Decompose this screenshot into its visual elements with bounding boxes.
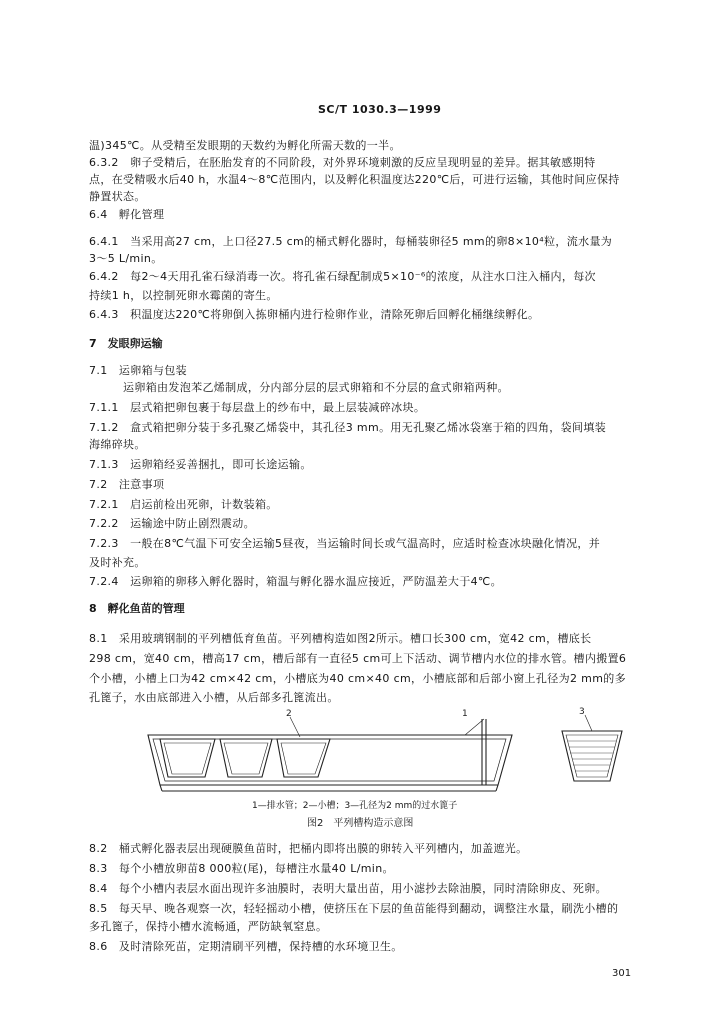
text-line: 6.4.2 每2～4天用孔雀石绿消毒一次。将孔雀石绿配制成5×10⁻⁶的浓度，从注水口注入桶内，每次 <box>89 270 596 283</box>
small-tank <box>220 739 272 777</box>
text-line: 点，在受精吸水后40 h，水温4～8℃范围内，以及孵化积温度达220℃后，可进行运输，其他时间应保持 <box>89 173 620 186</box>
text-line: 7.1.3 运卵箱经妥善捆扎，即可长途运输。 <box>89 458 312 471</box>
text-line: 8.5 每天早、晚各观察一次，轻轻摇动小槽，使挤压在下层的鱼苗能得到翻动，调整注水量，刷洗小槽的 <box>89 902 619 915</box>
leader-line <box>465 719 484 735</box>
text-line: 7.1.1 层式箱把卵包裹于每层盘上的纱布中，最上层装减碎冰块。 <box>89 401 426 414</box>
text-line: 多孔篦子，保持小槽水流畅通，严防缺氧窒息。 <box>89 920 328 933</box>
text-line: 温)345℃。从受精至发眼期的天数约为孵化所需天数的一半。 <box>89 139 401 152</box>
text-line: 8.4 每个小槽内表层水面出现许多油膜时，表明大量出苗，用小滤抄去除油膜，同时清除卵皮、死卵。 <box>89 882 607 895</box>
text-line: 持续1 h，以控制死卵水霉菌的寄生。 <box>89 289 278 302</box>
leader-line <box>585 715 592 731</box>
leader-line <box>290 717 300 737</box>
text-line: 7.2.4 运卵箱的卵移入孵化器时，箱温与孵化器水温应接近，严防温差大于4℃。 <box>89 575 502 588</box>
text-line: 8.2 桶式孵化器表层出现硬膜鱼苗时，把桶内即将出膜的卵转入平列槽内，加盖遮光。 <box>89 842 528 855</box>
section-heading: 6.4 孵化管理 <box>89 208 165 221</box>
text-line: 7.1.2 盒式箱把卵分装于多孔聚乙烯袋中，其孔径3 mm。用无孔聚乙烯冰袋塞于箱的四角，袋间填装 <box>89 421 607 434</box>
section-heading: 8 孵化鱼苗的管理 <box>89 602 185 615</box>
text-line: 及时补充。 <box>89 556 146 569</box>
page-header: SC/T 1030.3—1999 <box>318 103 442 116</box>
trough-bottom-edge <box>496 785 498 791</box>
text-line: 7.2.2 运输途中防止剧烈震动。 <box>89 517 255 530</box>
figure-label: 1 <box>462 709 468 719</box>
section-heading: 7.2 注意事项 <box>89 478 165 491</box>
text-line: 3～5 L/min。 <box>89 252 163 265</box>
text-line: 7.2.3 一般在8℃气温下可安全运输5昼夜，当运输时间长或气温高时，应适时检查冰块融化情况，并 <box>89 537 601 550</box>
small-tank <box>160 739 215 777</box>
text-line: 298 cm，宽40 cm，槽高17 cm，槽后部有一直径5 cm可上下活动、调节槽内水位的排水管。槽内搬置6 <box>89 652 627 665</box>
section-heading: 7.1 运卵箱与包装 <box>89 364 187 377</box>
text-line: 8.6 及时清除死苗，定期清刷平列槽，保持槽的水环境卫生。 <box>89 940 403 953</box>
text-line: 7.2.1 启运前检出死卵，计数装箱。 <box>89 498 278 511</box>
text-line: 海绵碎块。 <box>89 438 146 451</box>
small-tank <box>277 739 330 777</box>
text-line: 6.3.2 卵子受精后，在胚胎发育的不同阶段，对外界环境刺激的反应呈现明显的差异。据其敏感期特 <box>89 156 596 169</box>
text-line: 8.1 采用玻璃钢制的平列槽低育鱼苗。平列槽构造如图2所示。槽口长300 cm，宽42 cm，槽底长 <box>89 632 592 645</box>
text-line: 6.4.3 积温度达220℃将卵倒入拣卵桶内进行检卵作业，清除死卵后回孵化桶继续孵化。 <box>89 308 540 321</box>
text-line: 静置状态。 <box>89 190 146 203</box>
trough-bottom-edge <box>160 785 162 791</box>
figure-label: 3 <box>579 707 585 717</box>
text-line: 孔篦子，水由底部进入小槽，从后部多孔篦流出。 <box>89 691 339 704</box>
figure-legend: 1—排水管；2—小槽；3—孔径为2 mm的过水篦子 <box>252 801 458 811</box>
screen-tank <box>562 715 622 781</box>
text-line: 个小槽，小槽上口为42 cm×42 cm，小槽底为40 cm×40 cm，小槽底部和后部小窗上孔径为2 mm的多 <box>89 672 626 685</box>
text-line: 运卵箱由发泡苯乙烯制成，分内部分层的层式卵箱和不分层的盒式卵箱两种。 <box>123 381 509 394</box>
section-heading: 7 发眼卵运输 <box>89 337 163 350</box>
page-number: 301 <box>612 968 632 979</box>
text-line: 8.3 每个小槽放卵苗8 000粒(尾)，每槽注水量40 L/min。 <box>89 862 394 875</box>
trough-figure <box>0 705 722 815</box>
text-line: 6.4.1 当采用高27 cm，上口径27.5 cm的桶式孵化器时，每桶装卵径5 mm的卵8×10⁴粒，流水量为 <box>89 235 613 248</box>
figure-caption: 图2 平列槽构造示意图 <box>307 818 414 829</box>
figure-label: 2 <box>286 709 292 719</box>
